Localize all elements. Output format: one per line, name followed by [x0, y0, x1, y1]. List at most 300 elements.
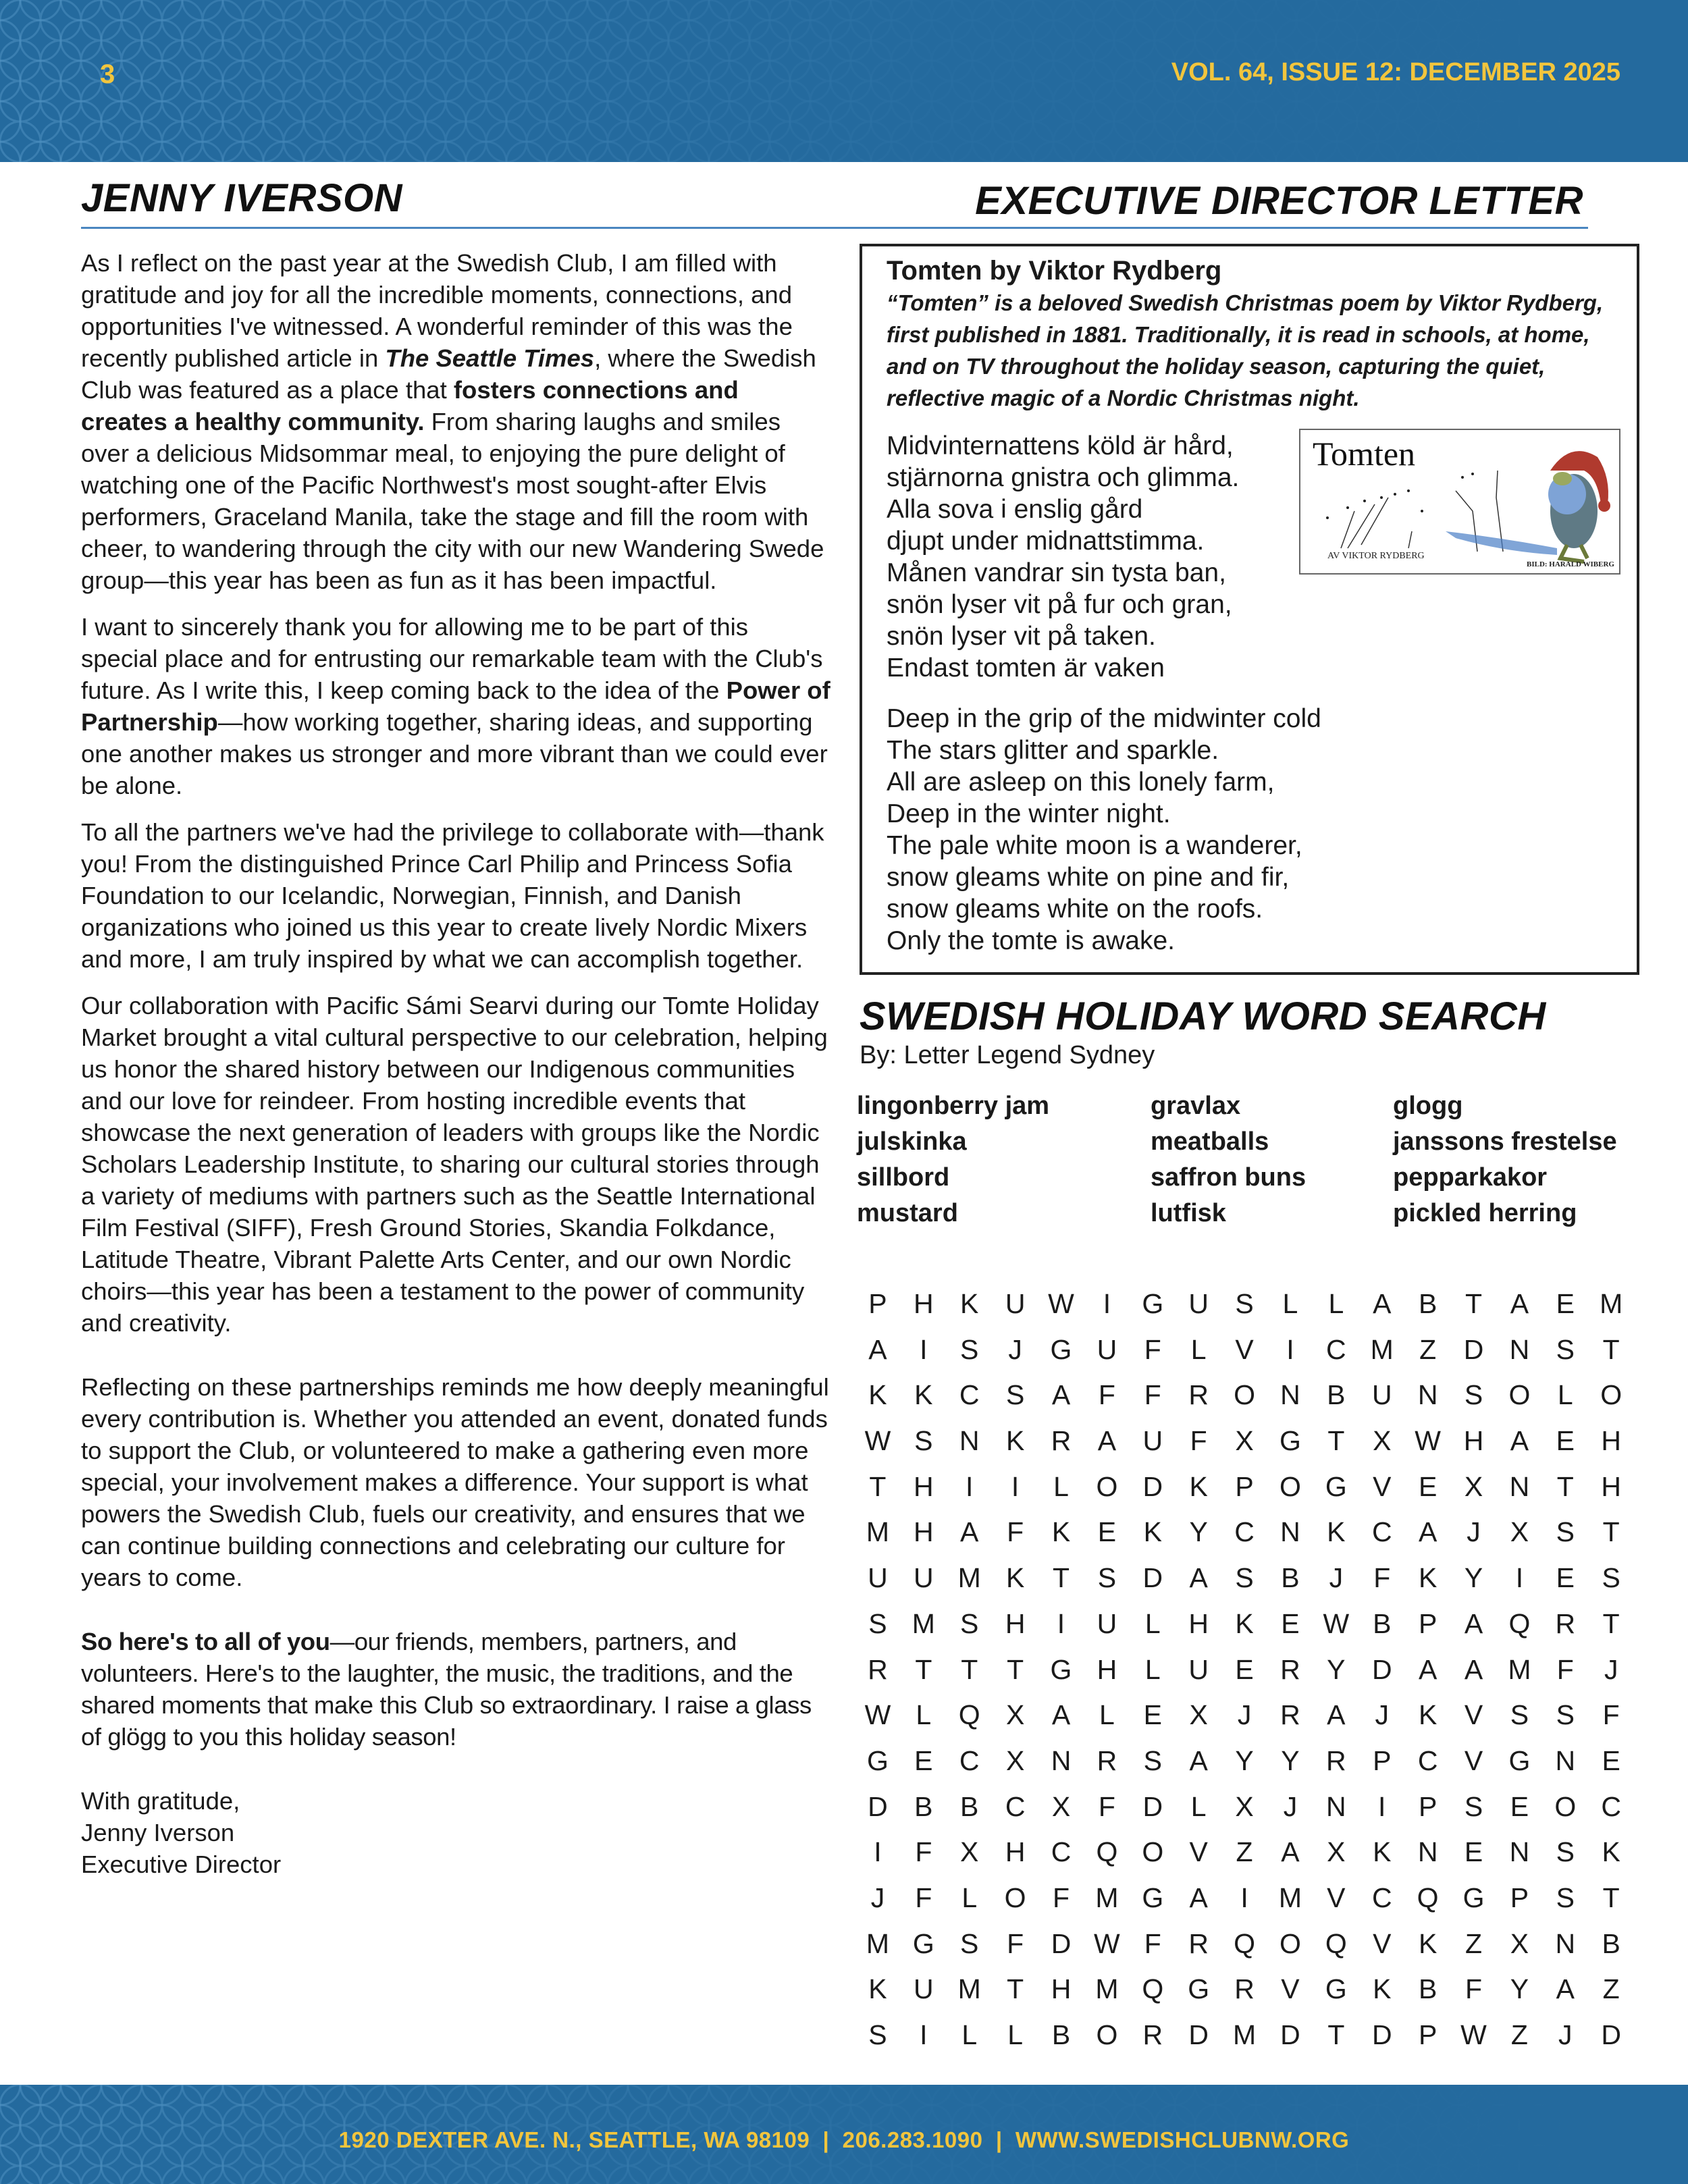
- grid-letter[interactable]: S: [868, 2019, 887, 2050]
- grid-letter[interactable]: J: [1283, 1790, 1298, 1822]
- grid-letter[interactable]: I: [920, 2019, 928, 2050]
- grid-letter[interactable]: P: [1418, 2019, 1438, 2050]
- grid-letter[interactable]: V: [1235, 1333, 1254, 1365]
- grid-letter[interactable]: E: [1464, 1836, 1483, 1868]
- grid-letter[interactable]: L: [1328, 1288, 1344, 1319]
- grid-letter[interactable]: H: [914, 1516, 934, 1548]
- grid-letter[interactable]: E: [1510, 1790, 1529, 1822]
- grid-letter[interactable]: T: [1602, 1882, 1620, 1913]
- grid-letter[interactable]: Q: [958, 1699, 980, 1731]
- grid-letter[interactable]: C: [1417, 1744, 1438, 1776]
- grid-letter[interactable]: Q: [1142, 1973, 1164, 2005]
- grid-letter[interactable]: M: [1095, 1882, 1119, 1913]
- grid-letter[interactable]: D: [1142, 1790, 1163, 1822]
- grid-letter[interactable]: T: [961, 1653, 978, 1685]
- grid-letter[interactable]: U: [914, 1562, 934, 1594]
- grid-letter[interactable]: R: [1097, 1744, 1117, 1776]
- grid-letter[interactable]: A: [1189, 1562, 1208, 1594]
- grid-letter[interactable]: L: [1053, 1470, 1069, 1502]
- grid-letter[interactable]: P: [1418, 1790, 1438, 1822]
- grid-letter[interactable]: R: [1280, 1653, 1300, 1685]
- grid-letter[interactable]: C: [959, 1744, 980, 1776]
- grid-letter[interactable]: U: [1188, 1288, 1209, 1319]
- verse-line: Deep in the grip of the midwinter cold: [887, 704, 1321, 733]
- grid-letter[interactable]: A: [1327, 1699, 1346, 1731]
- grid-letter[interactable]: M: [912, 1607, 935, 1639]
- grid-letter[interactable]: J: [1375, 1699, 1389, 1731]
- grid-letter[interactable]: N: [1509, 1470, 1530, 1502]
- grid-letter[interactable]: F: [1144, 1333, 1161, 1365]
- grid-letter[interactable]: J: [1467, 1516, 1481, 1548]
- grid-letter[interactable]: S: [1556, 1699, 1575, 1731]
- grid-letter[interactable]: G: [1325, 1470, 1347, 1502]
- grid-letter[interactable]: I: [1286, 1333, 1294, 1365]
- grid-letter[interactable]: S: [1143, 1744, 1162, 1776]
- grid-letter[interactable]: T: [1007, 1653, 1024, 1685]
- grid-letter[interactable]: A: [960, 1516, 979, 1548]
- grid-letter[interactable]: E: [1281, 1607, 1300, 1639]
- grid-letter[interactable]: Z: [1510, 2019, 1528, 2050]
- grid-letter[interactable]: C: [1601, 1790, 1621, 1822]
- emphasis: fosters connections and creates a healthy community.: [81, 376, 739, 435]
- grid-letter[interactable]: S: [960, 1607, 979, 1639]
- grid-letter[interactable]: N: [1280, 1516, 1300, 1548]
- grid-letter[interactable]: V: [1373, 1470, 1392, 1502]
- grid-letter[interactable]: L: [1144, 1653, 1161, 1685]
- grid-letter[interactable]: L: [916, 1699, 932, 1731]
- grid-letter[interactable]: Q: [1096, 1836, 1118, 1868]
- grid-letter[interactable]: E: [1602, 1744, 1620, 1776]
- grid-letter[interactable]: T: [1327, 1425, 1345, 1457]
- grid-letter[interactable]: A: [1051, 1379, 1071, 1411]
- verse-line: snow gleams white on pine and fir,: [887, 863, 1290, 892]
- paragraph-2: [81, 611, 830, 801]
- grid-letter[interactable]: B: [914, 1790, 933, 1822]
- grid-letter[interactable]: C: [1051, 1836, 1072, 1868]
- grid-letter[interactable]: O: [1004, 1882, 1026, 1913]
- grid-letter[interactable]: C: [1005, 1790, 1026, 1822]
- grid-letter[interactable]: F: [1144, 1379, 1161, 1411]
- grid-letter[interactable]: O: [1554, 1790, 1577, 1822]
- grid-letter[interactable]: A: [1510, 1425, 1529, 1457]
- grid-letter[interactable]: N: [1280, 1379, 1300, 1411]
- grid-letter[interactable]: U: [868, 1562, 888, 1594]
- grid-letter[interactable]: M: [957, 1562, 981, 1594]
- grid-letter[interactable]: T: [1465, 1288, 1483, 1319]
- grid-letter[interactable]: A: [1556, 1973, 1575, 2005]
- grid-letter[interactable]: K: [1327, 1516, 1346, 1548]
- grid-letter[interactable]: U: [1005, 1288, 1026, 1319]
- grid-letter[interactable]: Z: [1465, 1927, 1483, 1959]
- grid-letter[interactable]: B: [1602, 1927, 1620, 1959]
- grid-letter[interactable]: R: [1280, 1699, 1300, 1731]
- grid-letter[interactable]: W: [1323, 1607, 1350, 1639]
- poem-title: Tomten by Viktor Rydberg: [887, 256, 1222, 286]
- grid-letter[interactable]: M: [957, 1973, 981, 2005]
- grid-letter[interactable]: J: [1329, 1562, 1344, 1594]
- grid-letter[interactable]: S: [1602, 1562, 1620, 1594]
- grid-letter[interactable]: K: [1235, 1607, 1254, 1639]
- grid-letter[interactable]: N: [1555, 1744, 1576, 1776]
- verse-line: Only the tomte is awake.: [887, 926, 1176, 955]
- grid-letter[interactable]: I: [1103, 1288, 1111, 1319]
- grid-letter[interactable]: O: [1142, 1836, 1164, 1868]
- grid-letter[interactable]: D: [1142, 1470, 1163, 1502]
- grid-letter[interactable]: F: [1465, 1973, 1483, 2005]
- grid-letter[interactable]: M: [1600, 1288, 1623, 1319]
- grid-letter[interactable]: D: [1371, 2019, 1392, 2050]
- grid-letter[interactable]: A: [868, 1333, 887, 1365]
- grid-letter[interactable]: F: [1098, 1379, 1115, 1411]
- grid-letter[interactable]: J: [1604, 1653, 1618, 1685]
- grid-letter[interactable]: D: [1051, 1927, 1072, 1959]
- grid-letter[interactable]: W: [1415, 1425, 1441, 1457]
- grid-letter[interactable]: H: [1005, 1607, 1026, 1639]
- grid-letter[interactable]: B: [1327, 1379, 1346, 1411]
- grid-letter[interactable]: K: [1373, 1836, 1392, 1868]
- grid-letter[interactable]: E: [1418, 1470, 1438, 1502]
- grid-letter[interactable]: S: [960, 1927, 979, 1959]
- grid-letter[interactable]: L: [961, 2019, 978, 2050]
- publication-name: The Seattle Times: [385, 344, 595, 372]
- grid-letter[interactable]: E: [1556, 1562, 1575, 1594]
- grid-letter[interactable]: E: [1143, 1699, 1162, 1731]
- grid-letter[interactable]: Z: [1236, 1836, 1253, 1868]
- grid-letter[interactable]: D: [1188, 2019, 1209, 2050]
- grid-letter[interactable]: X: [1189, 1699, 1208, 1731]
- grid-letter[interactable]: L: [961, 1882, 978, 1913]
- grid-letter[interactable]: H: [1097, 1653, 1117, 1685]
- grid-letter[interactable]: K: [1005, 1562, 1025, 1594]
- grid-letter[interactable]: X: [1235, 1790, 1254, 1822]
- grid-letter[interactable]: Y: [1235, 1744, 1254, 1776]
- grid-letter[interactable]: I: [966, 1470, 974, 1502]
- grid-letter[interactable]: G: [1508, 1744, 1531, 1776]
- grid-letter[interactable]: H: [1005, 1836, 1026, 1868]
- grid-letter[interactable]: Y: [1327, 1653, 1346, 1685]
- grid-letter[interactable]: D: [868, 1790, 888, 1822]
- grid-letter[interactable]: K: [914, 1379, 933, 1411]
- grid-letter[interactable]: F: [1144, 1927, 1161, 1959]
- grid-letter[interactable]: S: [1235, 1288, 1254, 1319]
- grid-letter[interactable]: H: [1601, 1425, 1621, 1457]
- grid-letter[interactable]: G: [866, 1744, 889, 1776]
- grid-letter[interactable]: N: [1417, 1379, 1438, 1411]
- grid-letter[interactable]: U: [1142, 1425, 1163, 1457]
- grid-letter[interactable]: U: [1097, 1333, 1117, 1365]
- grid-letter[interactable]: K: [868, 1379, 887, 1411]
- grid-letter[interactable]: O: [1280, 1470, 1301, 1502]
- grid-letter[interactable]: G: [1050, 1653, 1072, 1685]
- grid-letter[interactable]: L: [1190, 1333, 1207, 1365]
- grid-letter[interactable]: K: [1418, 1927, 1438, 1959]
- grid-letter[interactable]: K: [1602, 1836, 1620, 1868]
- grid-letter[interactable]: C: [1234, 1516, 1255, 1548]
- grid-letter[interactable]: M: [866, 1927, 890, 1959]
- grid-letter[interactable]: L: [1190, 1790, 1207, 1822]
- grid-letter[interactable]: F: [1602, 1699, 1620, 1731]
- grid-letter[interactable]: P: [1418, 1607, 1438, 1639]
- grid-letter[interactable]: R: [1234, 1973, 1255, 2005]
- grid-letter[interactable]: V: [1373, 1927, 1392, 1959]
- grid-letter[interactable]: E: [1097, 1516, 1117, 1548]
- grid-letter[interactable]: A: [1097, 1425, 1117, 1457]
- grid-letter[interactable]: I: [1057, 1607, 1065, 1639]
- grid-letter[interactable]: K: [960, 1288, 979, 1319]
- grid-letter[interactable]: F: [915, 1882, 932, 1913]
- grid-letter[interactable]: O: [1096, 1470, 1118, 1502]
- grid-letter[interactable]: R: [1555, 1607, 1576, 1639]
- grid-letter[interactable]: R: [1142, 2019, 1163, 2050]
- grid-letter[interactable]: S: [1556, 1516, 1575, 1548]
- grid-letter[interactable]: F: [1556, 1653, 1574, 1685]
- grid-letter[interactable]: F: [1007, 1516, 1024, 1548]
- grid-letter[interactable]: S: [960, 1333, 979, 1365]
- grid-letter[interactable]: Z: [1419, 1333, 1437, 1365]
- grid-letter[interactable]: L: [1282, 1288, 1298, 1319]
- grid-letter[interactable]: S: [1556, 1882, 1575, 1913]
- grid-letter[interactable]: Y: [1464, 1562, 1483, 1594]
- word: saffron buns: [1151, 1163, 1307, 1192]
- grid-letter[interactable]: I: [874, 1836, 882, 1868]
- grid-letter[interactable]: J: [1558, 2019, 1573, 2050]
- grid-letter[interactable]: X: [1327, 1836, 1346, 1868]
- grid-letter[interactable]: M: [1232, 2019, 1257, 2050]
- grid-letter[interactable]: P: [868, 1288, 887, 1319]
- grid-letter[interactable]: I: [1011, 1470, 1020, 1502]
- grid-letter[interactable]: H: [914, 1288, 934, 1319]
- grid-letter[interactable]: P: [1235, 1470, 1254, 1502]
- grid-letter[interactable]: X: [1235, 1425, 1254, 1457]
- grid-letter[interactable]: K: [1189, 1470, 1208, 1502]
- grid-letter[interactable]: V: [1464, 1699, 1483, 1731]
- grid-letter[interactable]: T: [1602, 1333, 1620, 1365]
- grid-letter[interactable]: R: [1051, 1425, 1072, 1457]
- grid-letter[interactable]: O: [1096, 2019, 1118, 2050]
- grid-letter[interactable]: S: [1097, 1562, 1117, 1594]
- grid-letter[interactable]: X: [1510, 1516, 1529, 1548]
- grid-letter[interactable]: D: [1601, 2019, 1621, 2050]
- grid-letter[interactable]: M: [1278, 1882, 1302, 1913]
- grid-letter[interactable]: G: [912, 1927, 934, 1959]
- grid-letter[interactable]: K: [1373, 1973, 1392, 2005]
- grid-letter[interactable]: D: [1371, 1653, 1392, 1685]
- grid-letter[interactable]: A: [1418, 1516, 1438, 1548]
- grid-letter[interactable]: P: [1510, 1882, 1529, 1913]
- grid-letter[interactable]: N: [1509, 1333, 1530, 1365]
- grid-letter[interactable]: N: [1417, 1836, 1438, 1868]
- grid-letter[interactable]: B: [1281, 1562, 1300, 1594]
- grid-letter[interactable]: R: [1188, 1927, 1209, 1959]
- grid-letter[interactable]: S: [1510, 1699, 1529, 1731]
- grid-letter[interactable]: G: [1142, 1882, 1164, 1913]
- grid-letter[interactable]: V: [1281, 1973, 1300, 2005]
- grid-letter[interactable]: I: [920, 1333, 928, 1365]
- grid-letter[interactable]: N: [1555, 1927, 1576, 1959]
- grid-letter[interactable]: G: [1280, 1425, 1301, 1457]
- grid-letter[interactable]: T: [1602, 1516, 1620, 1548]
- grid-letter[interactable]: M: [866, 1516, 890, 1548]
- grid-letter[interactable]: Y: [1510, 1973, 1529, 2005]
- grid-letter[interactable]: K: [1418, 1699, 1438, 1731]
- grid-letter[interactable]: K: [1051, 1516, 1071, 1548]
- grid-letter[interactable]: I: [1240, 1882, 1248, 1913]
- grid-letter[interactable]: A: [1464, 1607, 1483, 1639]
- grid-letter[interactable]: Q: [1234, 1927, 1256, 1959]
- grid-letter[interactable]: L: [1099, 1699, 1115, 1731]
- grid-letter[interactable]: X: [960, 1836, 979, 1868]
- grid-letter[interactable]: L: [1557, 1379, 1573, 1411]
- grid-letter[interactable]: F: [1052, 1882, 1070, 1913]
- verse-line: The pale white moon is a wanderer,: [887, 831, 1302, 860]
- grid-letter[interactable]: G: [1142, 1288, 1164, 1319]
- grid-letter[interactable]: I: [1515, 1562, 1524, 1594]
- grid-letter[interactable]: K: [1418, 1562, 1438, 1594]
- grid-letter[interactable]: A: [1373, 1288, 1392, 1319]
- grid-letter[interactable]: S: [914, 1425, 933, 1457]
- grid-letter[interactable]: X: [1005, 1699, 1025, 1731]
- grid-letter[interactable]: S: [1556, 1836, 1575, 1868]
- grid-letter[interactable]: Y: [1281, 1744, 1300, 1776]
- grid-letter[interactable]: S: [1235, 1562, 1254, 1594]
- grid-letter[interactable]: T: [869, 1470, 887, 1502]
- grid-letter[interactable]: C: [1326, 1333, 1346, 1365]
- grid-letter[interactable]: U: [1371, 1379, 1392, 1411]
- grid-letter[interactable]: L: [1144, 1607, 1161, 1639]
- grid-letter[interactable]: T: [1327, 2019, 1345, 2050]
- grid-letter[interactable]: A: [1464, 1653, 1483, 1685]
- grid-letter[interactable]: S: [1556, 1333, 1575, 1365]
- grid-letter[interactable]: J: [870, 1882, 885, 1913]
- grid-letter[interactable]: E: [914, 1744, 933, 1776]
- grid-letter[interactable]: U: [1188, 1653, 1209, 1685]
- grid-letter[interactable]: B: [1373, 1607, 1392, 1639]
- grid-letter[interactable]: C: [1371, 1516, 1392, 1548]
- grid-letter[interactable]: G: [1325, 1973, 1347, 2005]
- grid-letter[interactable]: C: [959, 1379, 980, 1411]
- grid-letter[interactable]: D: [1142, 1562, 1163, 1594]
- grid-letter[interactable]: G: [1050, 1333, 1072, 1365]
- grid-letter[interactable]: H: [1601, 1470, 1621, 1502]
- grid-letter[interactable]: Q: [1417, 1882, 1439, 1913]
- grid-letter[interactable]: Q: [1508, 1607, 1531, 1639]
- grid-letter[interactable]: X: [1373, 1425, 1392, 1457]
- grid-letter[interactable]: O: [1508, 1379, 1531, 1411]
- signer-title: Executive Director: [81, 1850, 282, 1878]
- grid-letter[interactable]: R: [1326, 1744, 1346, 1776]
- grid-letter[interactable]: S: [1464, 1379, 1483, 1411]
- grid-letter[interactable]: B: [1418, 1288, 1438, 1319]
- grid-letter[interactable]: G: [1462, 1882, 1485, 1913]
- grid-letter[interactable]: F: [915, 1836, 932, 1868]
- grid-letter[interactable]: R: [1188, 1379, 1209, 1411]
- grid-letter[interactable]: B: [1051, 2019, 1071, 2050]
- grid-letter[interactable]: A: [1189, 1882, 1208, 1913]
- grid-letter[interactable]: N: [959, 1425, 980, 1457]
- grid-letter[interactable]: L: [1007, 2019, 1024, 2050]
- grid-letter[interactable]: M: [1370, 1333, 1394, 1365]
- grid-letter[interactable]: B: [960, 1790, 979, 1822]
- grid-letter[interactable]: V: [1464, 1744, 1483, 1776]
- illustration-credit: BILD: HARALD WIBERG: [1527, 560, 1614, 568]
- grid-letter[interactable]: A: [1418, 1653, 1438, 1685]
- grid-letter[interactable]: G: [1188, 1973, 1210, 2005]
- grid-letter[interactable]: J: [1008, 1333, 1022, 1365]
- grid-letter[interactable]: S: [868, 1607, 887, 1639]
- grid-letter[interactable]: O: [1600, 1379, 1623, 1411]
- grid-letter[interactable]: N: [1051, 1744, 1072, 1776]
- grid-letter[interactable]: I: [1378, 1790, 1386, 1822]
- grid-letter[interactable]: T: [915, 1653, 932, 1685]
- grid-letter[interactable]: T: [1007, 1973, 1024, 2005]
- grid-letter[interactable]: A: [1189, 1744, 1208, 1776]
- grid-letter[interactable]: Q: [1325, 1927, 1347, 1959]
- grid-letter[interactable]: J: [1237, 1699, 1252, 1731]
- grid-letter[interactable]: S: [1005, 1379, 1025, 1411]
- grid-letter[interactable]: D: [1463, 1333, 1484, 1365]
- grid-letter[interactable]: M: [1095, 1973, 1119, 2005]
- grid-letter[interactable]: W: [1460, 2019, 1487, 2050]
- grid-letter[interactable]: T: [1556, 1470, 1574, 1502]
- grid-letter[interactable]: O: [1280, 1927, 1301, 1959]
- grid-letter[interactable]: F: [1190, 1425, 1207, 1457]
- grid-letter[interactable]: A: [1051, 1699, 1071, 1731]
- grid-letter[interactable]: F: [1098, 1790, 1115, 1822]
- grid-letter[interactable]: E: [1235, 1653, 1254, 1685]
- grid-letter[interactable]: S: [1464, 1790, 1483, 1822]
- grid-letter[interactable]: V: [1327, 1882, 1346, 1913]
- grid-letter[interactable]: E: [1556, 1288, 1575, 1319]
- grid-letter[interactable]: H: [914, 1470, 934, 1502]
- grid-letter[interactable]: Z: [1602, 1973, 1620, 2005]
- grid-letter[interactable]: A: [1510, 1288, 1529, 1319]
- grid-letter[interactable]: A: [1281, 1836, 1300, 1868]
- grid-letter[interactable]: H: [1051, 1973, 1072, 2005]
- grid-letter[interactable]: U: [914, 1973, 934, 2005]
- grid-letter[interactable]: X: [1510, 1927, 1529, 1959]
- grid-letter[interactable]: Y: [1189, 1516, 1208, 1548]
- grid-letter[interactable]: F: [1373, 1562, 1391, 1594]
- grid-letter[interactable]: D: [1280, 2019, 1300, 2050]
- grid-letter[interactable]: K: [1005, 1425, 1025, 1457]
- grid-letter[interactable]: N: [1326, 1790, 1346, 1822]
- grid-letter[interactable]: B: [1418, 1973, 1438, 2005]
- grid-letter[interactable]: P: [1373, 1744, 1392, 1776]
- grid-letter[interactable]: W: [864, 1699, 891, 1731]
- grid-letter[interactable]: V: [1189, 1836, 1208, 1868]
- grid-letter[interactable]: R: [868, 1653, 888, 1685]
- grid-letter[interactable]: W: [1094, 1927, 1120, 1959]
- grid-letter[interactable]: T: [1052, 1562, 1070, 1594]
- grid-letter[interactable]: E: [1556, 1425, 1575, 1457]
- grid-letter[interactable]: K: [1143, 1516, 1162, 1548]
- grid-letter[interactable]: W: [864, 1425, 891, 1457]
- grid-letter[interactable]: N: [1509, 1836, 1530, 1868]
- grid-letter[interactable]: H: [1188, 1607, 1209, 1639]
- grid-letter[interactable]: U: [1097, 1607, 1117, 1639]
- grid-letter[interactable]: C: [1371, 1882, 1392, 1913]
- grid-letter[interactable]: M: [1508, 1653, 1531, 1685]
- grid-letter[interactable]: X: [1051, 1790, 1071, 1822]
- grid-letter[interactable]: X: [1005, 1744, 1025, 1776]
- grid-letter[interactable]: K: [868, 1973, 887, 2005]
- grid-letter[interactable]: T: [1602, 1607, 1620, 1639]
- grid-letter[interactable]: O: [1234, 1379, 1256, 1411]
- grid-letter[interactable]: F: [1007, 1927, 1024, 1959]
- grid-letter[interactable]: X: [1464, 1470, 1483, 1502]
- grid-letter[interactable]: W: [1048, 1288, 1074, 1319]
- grid-letter[interactable]: H: [1463, 1425, 1484, 1457]
